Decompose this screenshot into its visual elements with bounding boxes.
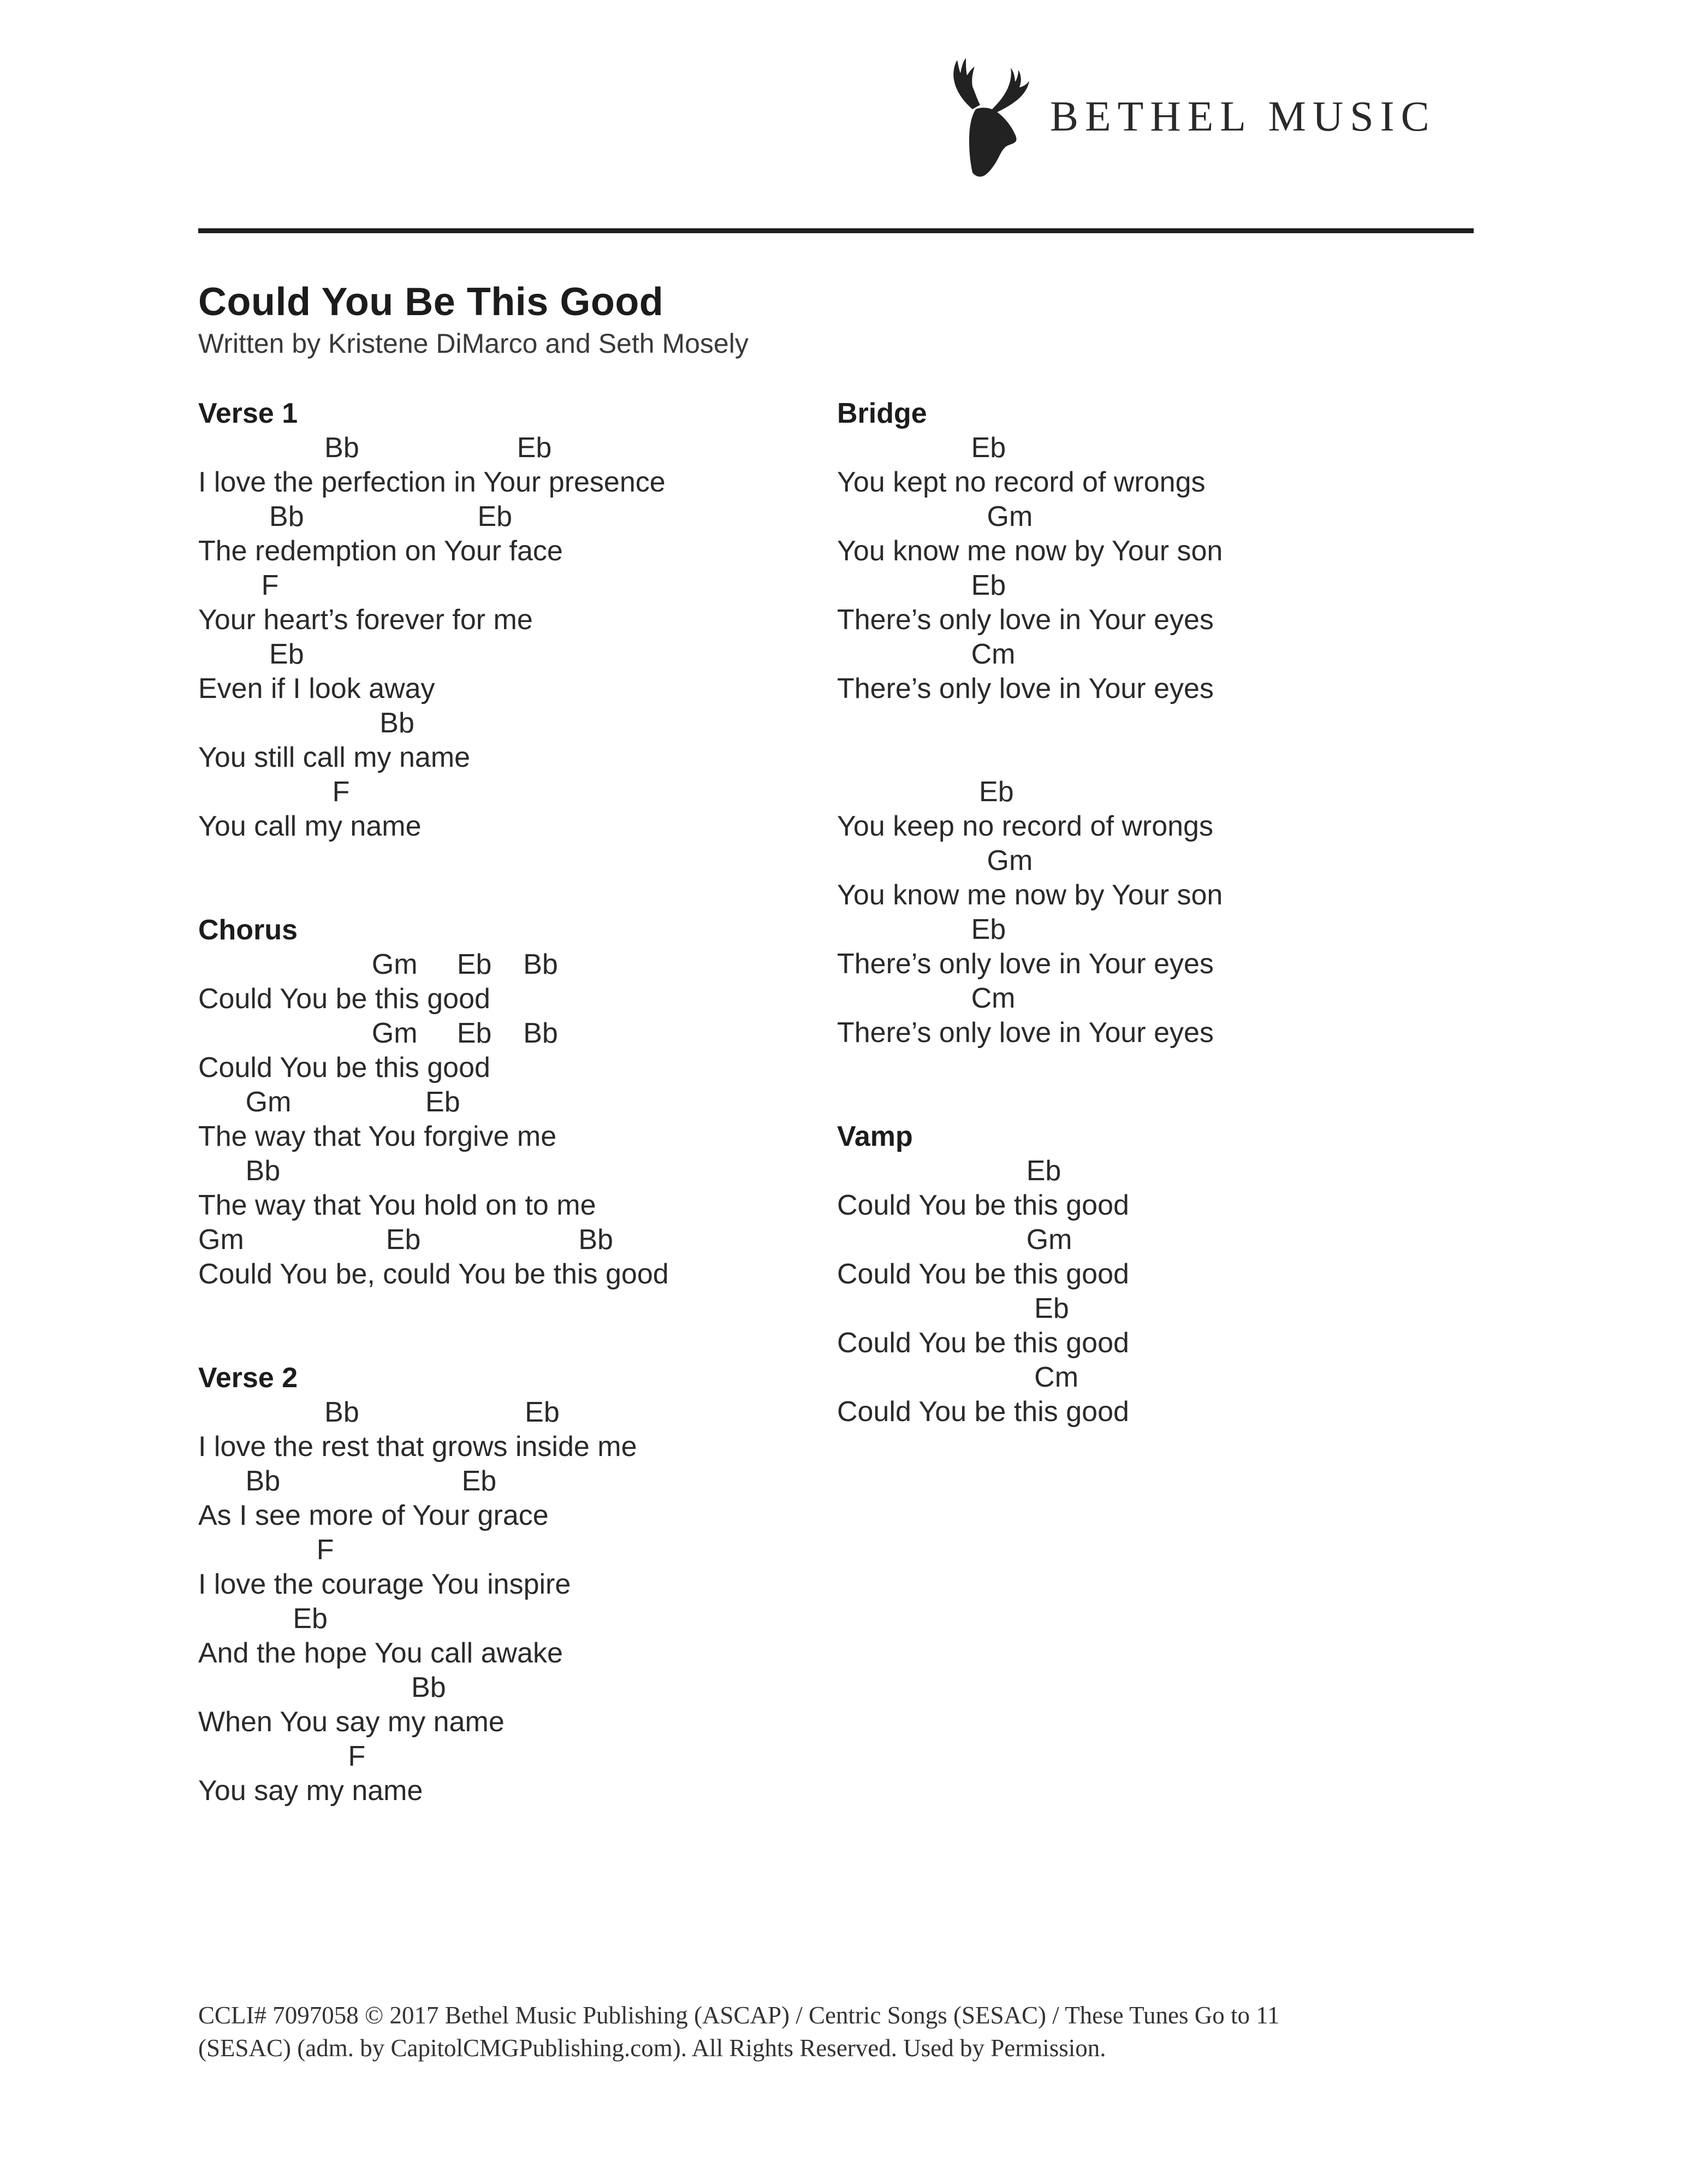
header-rule xyxy=(198,228,1474,233)
lyric-line: Could You be, could You be this good xyxy=(198,1258,669,1290)
lyric-line: Could You be this good xyxy=(837,1258,1129,1290)
chord-line: Eb xyxy=(837,1155,1061,1187)
section-label: Verse 2 xyxy=(198,1362,298,1394)
lyric-line: As I see more of Your grace xyxy=(198,1500,549,1531)
song-title: Could You Be This Good xyxy=(198,280,664,324)
lyric-line: I love the courage You inspire xyxy=(198,1569,571,1600)
copyright-line-1: CCLI# 7097058 © 2017 Bethel Music Publishing (ASCAP) / Centric Songs (SESAC) / These Tunes Go to 11 xyxy=(198,2002,1280,2029)
lyric-line: Even if I look away xyxy=(198,673,435,705)
chord-line: F xyxy=(198,1741,366,1772)
chord-line: Eb xyxy=(837,570,1006,601)
chord-line: Bb xyxy=(198,707,414,739)
section-verse-2 xyxy=(198,1360,799,1808)
chord-line: Eb xyxy=(198,1603,328,1635)
section-label: Vamp xyxy=(837,1121,913,1152)
section-label: Verse 1 xyxy=(198,398,298,429)
lyric-line: Could You be this good xyxy=(837,1327,1129,1359)
lyric-line: And the hope You call awake xyxy=(198,1637,563,1669)
lyric-line: There’s only love in Your eyes xyxy=(837,948,1214,980)
chord-line: Cm xyxy=(837,982,1016,1014)
lyric-line: Could You be this good xyxy=(837,1189,1129,1221)
lyric-line: Could You be this good xyxy=(198,983,490,1015)
brand-name: BETHEL MUSIC xyxy=(1050,92,1436,140)
chord-line: Eb xyxy=(198,638,304,670)
right-column xyxy=(837,396,1438,1498)
section-label: Bridge xyxy=(837,398,927,429)
chord-line: Cm xyxy=(837,1362,1079,1393)
lyric-line: You still call my name xyxy=(198,742,471,773)
lyric-line: You know me now by Your son xyxy=(837,879,1223,911)
lyric-line: You keep no record of wrongs xyxy=(837,810,1213,842)
section-chorus xyxy=(198,913,799,1292)
chord-line: Eb xyxy=(837,432,1006,464)
lyric-line: There’s only love in Your eyes xyxy=(837,673,1214,705)
chord-line: Gm xyxy=(837,845,1033,877)
chord-line: Bb Eb xyxy=(198,432,552,464)
chord-line: Eb xyxy=(837,776,1014,808)
lyric-line: Could You be this good xyxy=(198,1052,490,1084)
chord-line: F xyxy=(198,1534,334,1566)
lyric-line: The way that You forgive me xyxy=(198,1121,557,1152)
chord-line: Gm Eb Bb xyxy=(198,1224,613,1256)
chord-line: Gm Eb xyxy=(198,1086,460,1118)
chord-line: Bb Eb xyxy=(198,1396,560,1428)
chord-line: Gm Eb Bb xyxy=(198,949,558,980)
lyric-line: There’s only love in Your eyes xyxy=(837,1017,1214,1049)
chord-line: Gm Eb Bb xyxy=(198,1017,558,1049)
lyric-line: There’s only love in Your eyes xyxy=(837,604,1214,636)
lyric-line: When You say my name xyxy=(198,1706,505,1738)
stanza-gap xyxy=(837,706,1438,775)
section-vamp xyxy=(837,1119,1438,1429)
lyric-line: You say my name xyxy=(198,1775,423,1807)
section-label: Chorus xyxy=(198,914,298,946)
chord-line: Bb xyxy=(198,1155,281,1187)
chord-line: F xyxy=(198,570,279,601)
chord-line: F xyxy=(198,776,350,808)
lyric-line: I love the rest that grows inside me xyxy=(198,1431,637,1463)
copyright-footer xyxy=(198,1999,1487,2064)
chord-line: Cm xyxy=(837,638,1016,670)
chord-line: Eb xyxy=(837,914,1006,945)
chord-line: Bb Eb xyxy=(198,501,513,532)
lyric-line: The way that You hold on to me xyxy=(198,1189,596,1221)
chord-line: Gm xyxy=(837,1224,1072,1256)
chord-line: Gm xyxy=(837,501,1033,532)
chord-line: Bb xyxy=(198,1672,446,1703)
chord-line: Eb xyxy=(837,1293,1069,1324)
copyright-line-2: (SESAC) (adm. by CapitolCMGPublishing.com). All Rights Reserved. Used by Permission. xyxy=(198,2034,1106,2062)
chord-line: Bb Eb xyxy=(198,1465,497,1497)
bethel-music-logo xyxy=(942,48,1436,179)
section-bridge xyxy=(837,396,1438,1050)
lyric-line: Could You be this good xyxy=(837,1396,1129,1428)
lyric-line: The redemption on Your face xyxy=(198,535,563,567)
deer-head-icon xyxy=(942,48,1029,179)
lyric-line: Your heart’s forever for me xyxy=(198,604,533,636)
section-verse-1 xyxy=(198,396,799,844)
lyric-line: I love the perfection in Your presence xyxy=(198,466,666,498)
left-column xyxy=(198,396,799,1877)
lyric-line: You kept no record of wrongs xyxy=(837,466,1206,498)
lyric-line: You know me now by Your son xyxy=(837,535,1223,567)
lyric-line: You call my name xyxy=(198,810,422,842)
song-writers: Written by Kristene DiMarco and Seth Mosely xyxy=(198,328,749,359)
